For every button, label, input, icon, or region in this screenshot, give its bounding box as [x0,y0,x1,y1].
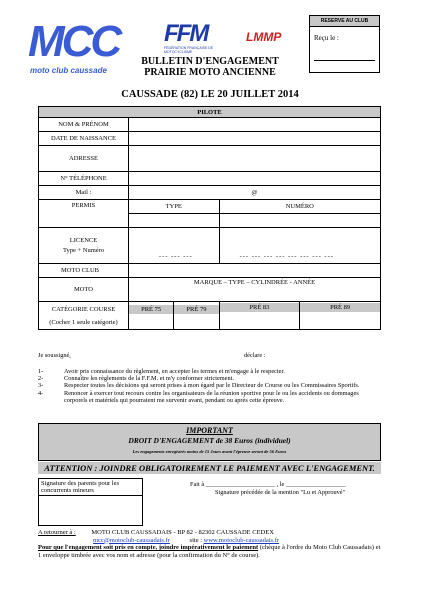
event-title: CAUSSADE (82) LE 20 JUILLET 2014 [121,89,299,100]
licence-sub: Type + Numéro [62,247,105,254]
title-line2: PRAIRIE MOTO ANCIENNE [144,67,276,78]
return-label: A retourner à : [38,529,76,536]
field-permis-numero[interactable] [219,214,380,228]
footer [38,529,381,559]
field-nom[interactable] [129,118,381,132]
label-type: TYPE [129,200,220,214]
reserve-header: RESERVE AU CLUB [310,16,379,27]
contact-line [38,537,381,545]
pilot-form [38,106,381,330]
moto-detail: MARQUE – TYPE – CYLINDRÉE - ANNÉE [193,279,316,286]
label-licence [39,228,129,264]
recu-line [314,60,375,61]
label-moto: MOTO [39,278,129,302]
field-motoclub[interactable] [129,264,381,278]
categorie-sub: (Cocher 1 seule catégorie) [49,318,118,326]
pre89-label: PRÉ 89 [300,303,380,312]
club-address: MOTO CLUB CAUSSADAIS - BP 82 - 82302 CAUSSADE CEDEX [91,529,274,536]
soussigne-label: Je soussigné, [38,352,71,359]
ffm-logo-sub: FÉDÉRATION FRANÇAISE DE MOTOCYCLISME [164,46,214,54]
ffm-logo-text: FFM [164,20,208,47]
item-number: 4- [38,389,44,397]
option-pre89[interactable] [300,302,381,330]
item-number: 1- [38,368,44,375]
late-fee-note: Les engagements enregistrés moins de 15 Jours avant l'épreuve seront de 56 Euros [132,449,287,454]
notice-bold: Pour que l'engagement soit pris en compte, joindre impérativement le paiement [38,544,259,551]
mcc-logo-sub: moto club caussade [30,66,107,75]
field-naissance[interactable] [129,132,381,146]
lmp-logo: LMMP [246,30,282,44]
parents-signature-label: Signature des parents pour les concurrents mineurs [39,479,142,496]
licence-numero-dashes: --- --- --- --- --- --- --- --- [239,253,334,260]
field-permis-type[interactable] [129,214,220,228]
option-pre79[interactable] [174,302,219,330]
item-text: Renoncer à exercer tout recours contre les organisateurs de la réunion sportive pour le ou les accidents ou dommages corporels et matériels qui pourraient me survenir avant, pendant ou après cette épreuve. [64,389,359,404]
reserve-box [309,15,380,73]
pre83-label: PRÉ 83 [220,303,300,312]
pilot-signature-label: Signature précédée de la mention "Lu et Approuvé" [215,489,346,496]
field-telephone[interactable] [129,172,381,186]
declaration-item [38,368,381,375]
option-pre83[interactable] [219,302,300,330]
fait-a-line: Fait à ______________________ , le ___________________ [190,481,346,488]
item-text: Avoir pris connaissance du règlement, en accepter les termes et m'engage à le respecter. [64,368,285,375]
at-sign: @ [251,189,258,196]
declaration-item [38,375,381,382]
payment-notice [38,544,381,559]
label-telephone: N° TÉLÉPHONE [39,172,129,186]
categorie-title: CATÉGORIE COURSE [51,305,116,313]
field-licence-numero[interactable] [219,228,380,264]
label-naissance: DATE DE NAISSANCE [39,132,129,146]
label-nom: NOM & PRÉNOM [39,118,129,132]
item-number: 2- [38,375,44,383]
label-adresse: ADRESSE [39,146,129,172]
important-box [38,423,381,461]
field-adresse[interactable] [129,146,381,172]
label-numero: NUMÉRO [219,200,380,214]
attention-banner: ATTENTION : JOINDRE OBLIGATOIREMENT LE PAIEMENT AVEC L'ENGAGEMENT. [38,462,381,474]
declaration-item [38,382,381,389]
declaration-item [38,390,381,404]
section-pilote: PILOTE [39,107,381,118]
licence-type-dashes: --- --- --- [159,253,193,260]
mcc-logo-text: MCC [28,17,120,66]
important-title: IMPORTANT [186,426,233,435]
pre79-label: PRÉ 79 [174,305,218,314]
parents-signature-box[interactable] [38,478,143,526]
label-categorie [39,302,129,330]
ffm-logo [164,20,234,54]
title-line1: BULLETIN D'ENGAGEMENT [141,56,279,67]
notice-rest: (chèque à l'ordre du Moto Club Caussadais) et 1 enveloppe timbrée avec vos nom et adresse (pour la confirmation du N° de course). [38,544,381,559]
item-number: 3- [38,382,44,390]
return-address [38,529,381,537]
site-link[interactable]: www.motoclub-caussadais.fr [203,536,280,544]
site-prefix: site : [189,536,204,544]
item-text: Connaître les règlements de la F.F.M. et m'y conformer strictement. [64,375,234,383]
label-motoclub: MOTO CLUB [39,264,129,278]
label-permis: PERMIS [39,200,129,228]
field-licence-type[interactable] [129,228,220,264]
field-moto[interactable] [129,278,381,302]
field-mail[interactable] [129,186,381,200]
pre75-label: PRÉ 75 [129,305,173,314]
item-text: Respecter toutes les décisions qui seront prises à mon égard par le Directeur de Course ou les Commissaires Sportifs. [64,382,360,390]
option-pre75[interactable] [129,302,174,330]
licence-title: LICENCE [69,237,98,244]
email-link[interactable]: mcc@motoclub-caussadais.fr [93,536,170,544]
mcc-logo [28,17,120,80]
declare-label: déclare : [244,352,266,359]
declaration-list [38,368,381,404]
recu-label: Reçu le : [314,34,339,42]
droit-engagement: DROIT D'ENGAGEMENT de 38 Euros (individuel) [128,436,291,445]
label-mail: Mail : [39,186,129,200]
